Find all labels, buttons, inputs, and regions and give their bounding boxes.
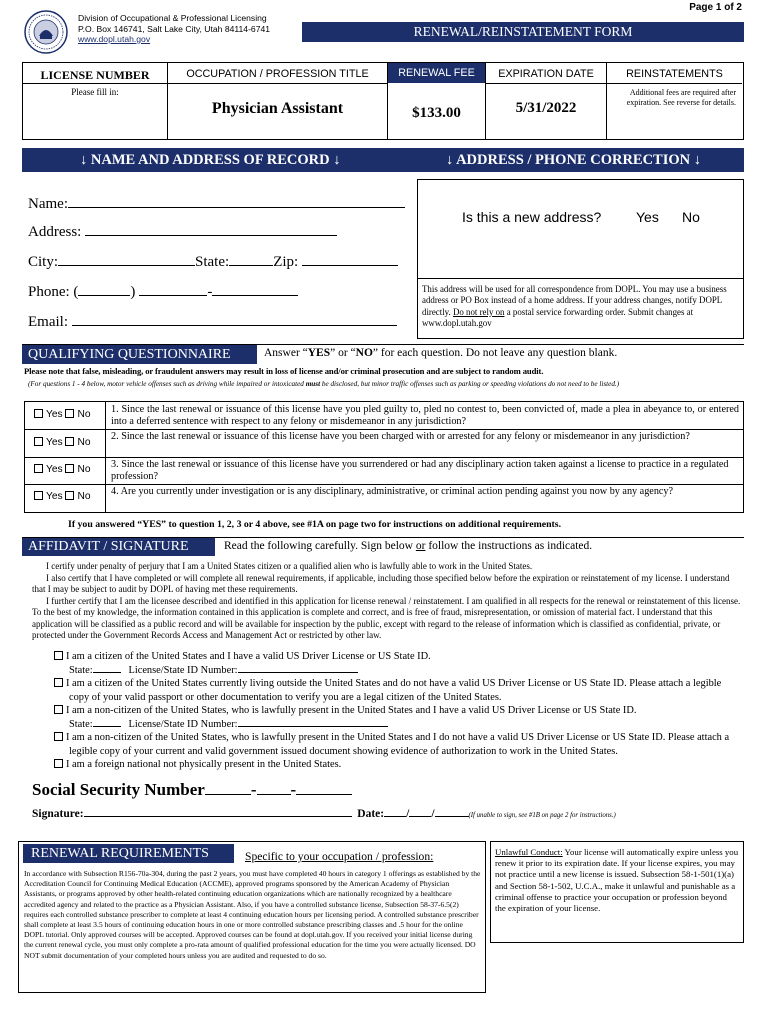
date-day-field[interactable] [409, 816, 431, 817]
fill-in-label: Please fill in: [71, 87, 119, 97]
option-2-checkbox[interactable] [54, 678, 63, 687]
phone-close-label: ) [130, 284, 136, 300]
question-1: 1. Since the last renewal or issuance of this license have you pled guilty to, pled no contest to, been convicted of, made a plea in abeyance to, or entered into a deferred sentence with respect to any felony or misdemeanor in any jurisdiction? [111, 404, 739, 427]
org-address: P.O. Box 146741, Salt Lake City, Utah 84114-6741 [78, 23, 271, 34]
phone-dash-label: - [207, 284, 213, 300]
state-field-1[interactable] [93, 672, 121, 673]
org-website[interactable]: www.dopl.utah.gov [78, 34, 151, 44]
citizenship-option-2[interactable]: I am a citizen of the United States currently living outside the United States and do not have a valid US Driver License or US State ID. Please attach a legible copy of your valid passport or other documentation to verify you are a legal citizen of the United States. [54, 677, 744, 704]
state-label: State: [195, 254, 230, 270]
reinstatements-cell [607, 63, 742, 139]
signature-row: Signature: Date: / / (If unable to sign, see #1B on page 2 for instructions.) [32, 808, 616, 820]
questionnaire-note: (For questions 1 - 4 below, motor vehicle offenses such as driving while impaired or intoxicated must be disclosed, but minor traffic offenses such as parking or speeding violations do not need to be listed.) [28, 380, 620, 388]
city-field[interactable] [58, 265, 195, 266]
date-year-field[interactable] [435, 816, 469, 817]
questionnaire-instruction: Answer “YES” or “NO” for each question. Do not leave any question blank. [264, 347, 618, 359]
license-table [22, 62, 744, 140]
phone-area-field[interactable] [78, 295, 130, 296]
date-month-field[interactable] [384, 816, 406, 817]
affidavit-heading: AFFIDAVIT / SIGNATURE [22, 538, 215, 556]
q4-no-checkbox[interactable] [65, 491, 74, 500]
org-name: Division of Occupational & Professional Licensing [78, 13, 267, 23]
affidavit-text [32, 561, 742, 642]
form-title: RENEWAL/REINSTATEMENT FORM [302, 22, 744, 42]
record-fields [28, 196, 413, 342]
option-3-checkbox[interactable] [54, 705, 63, 714]
ssn-part-3[interactable] [296, 794, 352, 795]
renewal-box [18, 841, 486, 993]
q4-yes-checkbox[interactable] [34, 491, 43, 500]
q3-no-checkbox[interactable] [65, 464, 74, 473]
id-label-1: License/State ID Number: [128, 664, 238, 676]
q3-yes-checkbox[interactable] [34, 464, 43, 473]
questionnaire-warning: Please note that false, misleading, or fraudulent answers may result in loss of license and/or criminal prosecution and are subject to random audit. [24, 366, 544, 376]
phone-label: Phone: ( [28, 284, 79, 300]
ssn-part-2[interactable] [257, 794, 291, 795]
phone-prefix-field[interactable] [139, 295, 207, 296]
new-address-no[interactable]: No [682, 209, 700, 225]
ssn-part-1[interactable] [205, 794, 251, 795]
q2-yes-checkbox[interactable] [34, 437, 43, 446]
citizenship-option-5[interactable]: I am a foreign national not physically present in the United States. [54, 758, 744, 772]
renewal-body: In accordance with Subsection R156-70a-304, during the past 2 years, you must have completed 40 hours in category 1 offerings as established by the Accreditation Council for Continuing Medical Education (ACCME), approved programs sponsored by the American Academy of Physician Assistants, or programs approved by other health-related continuing education organizations which are nationally recognized by a healthcare accredited agency and related to the practice as a Physician Assistant. Also, if you have a controlled substance license, Subsection 58-37-6.5(2) requires each controlled substance prescriber to complete at least 4 continuing education hours per licensing period. A controlled substance prescriber shall complete at least 3.5 hours of continuing education hours in one or more controlled substance prescribing classes and .5 hour for the online DOPL tutorial. Only approved courses will be accepted. Approved courses can be found at dopl.utah.gov. If you received your initial license during the current renewal cycle, you must only complete a pro-rata amount of qualified professional education for the time you were actually licensed. DO NOT submit documentation of your completed hours unless you are audited and requested to do so. [24, 869, 481, 960]
occupation-header: OCCUPATION / PROFESSION TITLE [186, 68, 369, 80]
name-label: Name: [28, 196, 68, 212]
fee-header: RENEWAL FEE [388, 63, 485, 83]
affidavit-para-3: I further certify that I am the licensee described and identified in this application for license renewal / reinstatement. I am qualified in all respects for the renewal or reinstatement of this license. To the best of my knowledge, the information contained in this application is complete and correct, and is free of fraud, misrepresentation, or omission of material fact. I understand that this application will be classified as a public record and will be available for inspection by the public, except with regard to the release of information which is classified as confidential, private, or protected under the Government Records Access and Management Act or restricted by other law. [32, 595, 741, 640]
reinstatements-header: REINSTATEMENTS [626, 68, 723, 80]
date-label: Date: [357, 808, 385, 820]
record-bar [22, 148, 744, 172]
city-label: City: [28, 254, 59, 270]
expiration-value: 5/31/2022 [515, 100, 577, 116]
license-number-cell[interactable] [23, 63, 168, 139]
state-field[interactable] [229, 265, 273, 266]
citizenship-option-4[interactable]: I am a non-citizen of the United States, who is lawfully present in the United States and I do not have a valid US Driver License or US State ID. Please attach a legible copy of your current and valid government issued document showing evidence of authorization to work in the United States. [54, 731, 744, 758]
questionnaire-heading: QUALIFYING QUESTIONNAIRE [22, 345, 257, 364]
state-seal-icon [24, 10, 68, 54]
address-label: Address: [28, 224, 82, 240]
affidavit-para-1: I certify under penalty of perjury that I am a United States citizen or a qualified alien who is lawfully able to work in the United States. [46, 561, 533, 571]
affidavit-para-2: I also certify that I have completed or will complete all renewal requirements, if applicable, including those specified below before the expiration or reinstatement of my license. I understand that I may be subject to audit by DOPL of having met these requirements. [32, 572, 730, 594]
fee-cell [388, 63, 486, 139]
record-right-title: ↓ ADDRESS / PHONE CORRECTION ↓ [446, 152, 701, 168]
state-label-1: State: [69, 664, 93, 676]
new-address-question: Is this a new address? [462, 209, 602, 225]
question-3: 3. Since the last renewal or issuance of this license have you surrendered or had any disciplinary action taken against a license to practice in a regulated profession? [111, 459, 729, 482]
record-left-title: ↓ NAME AND ADDRESS OF RECORD ↓ [80, 152, 341, 168]
email-field[interactable] [72, 325, 397, 326]
email-label: Email: [28, 314, 68, 330]
zip-label: Zip: [273, 254, 299, 270]
option-4-checkbox[interactable] [54, 732, 63, 741]
unlawful-box [490, 841, 744, 943]
phone-line-field[interactable] [212, 295, 298, 296]
signature-label: Signature: [32, 808, 84, 820]
signature-field[interactable] [84, 816, 352, 817]
affidavit-instruction: Read the following carefully. Sign below or follow the instructions as indicated. [224, 540, 593, 552]
page-number: Page 1 of 2 [689, 2, 742, 13]
state-field-3[interactable] [93, 726, 121, 727]
questions-table [24, 401, 744, 513]
q1-yes-checkbox[interactable] [34, 409, 43, 418]
q1-answer[interactable]: Yes No [34, 409, 91, 421]
q2-answer[interactable]: Yes No [34, 437, 91, 449]
ssn-label: Social Security Number [32, 780, 205, 799]
q3-answer[interactable]: Yes No [34, 464, 91, 476]
zip-field[interactable] [302, 265, 398, 266]
signature-note: (If unable to sign, see #1B on page 2 for instructions.) [468, 812, 616, 819]
name-field[interactable] [68, 207, 405, 208]
citizenship-option-3[interactable]: I am a non-citizen of the United States, who is lawfully present in the United States and I have a valid US Driver License or US State ID. [54, 704, 744, 718]
question-4: 4. Are you currently under investigation or is any disciplinary, administrative, or criminal action pending against you now by any agency? [111, 486, 674, 497]
option-5-checkbox[interactable] [54, 759, 63, 768]
license-number-header: LICENSE NUMBER [40, 68, 150, 82]
q4-answer[interactable]: Yes No [34, 491, 91, 503]
q1-no-checkbox[interactable] [65, 409, 74, 418]
occupation-cell [168, 63, 388, 139]
new-address-yes[interactable]: Yes [636, 209, 659, 225]
id-field-1[interactable] [238, 672, 358, 673]
id-label-3: License/State ID Number: [128, 718, 238, 730]
state-label-3: State: [69, 718, 93, 730]
expiration-header: EXPIRATION DATE [498, 68, 594, 80]
unlawful-text: Unlawful Conduct: Your license will automatically expire unless you renew it prior to its expiration date. If your license expires, you may not practice until a new license is issued. Subsection 58-1-501(1)(a) and Section 58-1-502, U.C.A., make it unlawful and punishable as a criminal offense to practice your occupation or profession beyond the expiration of your license. [495, 847, 739, 914]
occupation-value: Physician Assistant [211, 100, 344, 117]
correction-note: This address will be used for all correspondence from DOPL. You may use a business address or PO Box instead of a home address. If your address changes, notify DOPL directly. Do not rely on a postal service forwarding order. Submit changes at www.dopl.utah.gov [422, 284, 727, 328]
renewal-specific: Specific to your occupation / profession: [245, 850, 434, 863]
id-field-3[interactable] [238, 726, 388, 727]
expiration-cell [486, 63, 607, 139]
reinstatements-note: Additional fees are required after expiration. See reverse for details. [626, 88, 736, 107]
ssn-row: Social Security Number - - [32, 780, 352, 800]
questionnaire-footer: If you answered “YES” to question 1, 2, 3 or 4 above, see #1A on page two for instructions on additional requirements. [68, 519, 562, 530]
correction-box[interactable] [417, 179, 744, 339]
q2-no-checkbox[interactable] [65, 437, 74, 446]
question-2: 2. Since the last renewal or issuance of this license have you been charged with or arrested for any felony or misdemeanor in any jurisdiction? [111, 431, 690, 442]
address-field[interactable] [85, 235, 337, 236]
citizenship-options [54, 650, 744, 772]
citizenship-option-1[interactable]: I am a citizen of the United States and I have a valid US Driver License or US State ID. [54, 650, 744, 664]
fee-value: $133.00 [412, 105, 461, 121]
option-1-checkbox[interactable] [54, 651, 63, 660]
renewal-heading: RENEWAL REQUIREMENTS [23, 844, 234, 863]
